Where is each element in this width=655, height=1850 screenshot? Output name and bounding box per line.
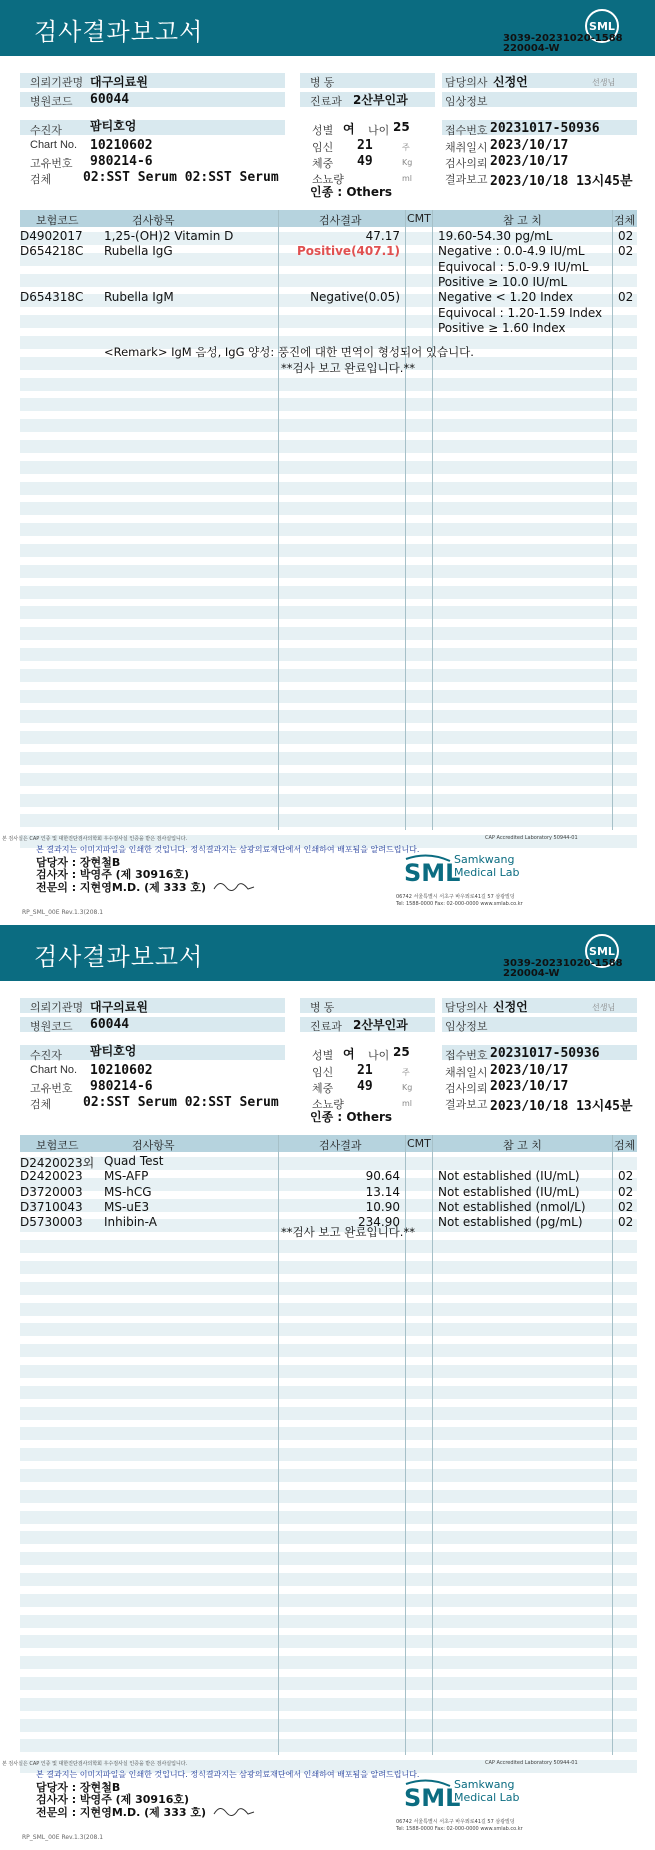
ml-unit: ml — [402, 174, 413, 183]
label-specimen: 검체 — [30, 174, 52, 186]
label-age: 나이 — [368, 1050, 390, 1062]
patient-name-value: 팜티호엉 — [90, 119, 137, 133]
completion-text: **검사 보고 완료입니다.** — [281, 361, 415, 375]
row-reference: Not established (IU/mL) — [438, 1184, 580, 1199]
ml-unit: ml — [402, 1099, 413, 1108]
table-stripe — [20, 1407, 637, 1420]
sml-footer-logo-icon — [404, 855, 461, 889]
footer-warning: 본 결과지는 이미지파일을 인쇄한 것입니다. 정식결과지는 삼광의료재단에서 인쇄하여 배포됨을 알려드립니다. — [36, 1770, 420, 1779]
table-stripe — [20, 461, 637, 474]
header-result: 검사결과 — [319, 1139, 362, 1152]
row-item: MS-hCG — [104, 1184, 152, 1199]
receipt-no-value: 20231017-50936 — [490, 121, 600, 136]
lab-name-2: Medical Lab — [454, 1791, 520, 1804]
row-item: 1,25-(OH)2 Vitamin D — [104, 229, 234, 243]
table-stripe — [20, 482, 637, 495]
specimen-value: 02:SST Serum 02:SST Serum — [83, 1095, 279, 1110]
row-code: D2420023 — [20, 1169, 83, 1184]
doctor-suffix: 선생님 — [592, 1003, 616, 1012]
lab-name-1: Samkwang — [454, 853, 515, 866]
row-specimen: 02 — [618, 1184, 634, 1199]
table-stripe — [20, 544, 637, 557]
row-item: Rubella IgG — [104, 244, 173, 259]
kg-unit: Kg — [402, 158, 413, 167]
pregnancy-value: 21 — [357, 1063, 373, 1078]
lab-address: 06742 서울특별시 서초구 바우뫼로41길 57 삼광빌딩 — [396, 894, 515, 900]
table-stripe — [20, 648, 637, 661]
race-value: 인종 : Others — [310, 1110, 393, 1124]
label-weight: 체중 — [312, 158, 334, 170]
table-stripe — [20, 586, 637, 599]
race-value: 인종 : Others — [310, 185, 393, 199]
table-stripe — [20, 710, 637, 723]
label-urine: 소뇨량 — [312, 1099, 344, 1111]
row-reference: Not established (IU/mL) — [438, 1169, 580, 1184]
row-result: Negative(0.05) — [310, 290, 400, 305]
row-result: 13.14 — [365, 1184, 400, 1199]
table-stripe — [20, 669, 637, 682]
sex-value: 여 — [343, 122, 355, 136]
table-stripe — [20, 1386, 637, 1399]
footer-cap: CAP Accredited Laboratory 50944-01 — [485, 1760, 578, 1766]
footer-examiner: 검사자 : 박영주 (제 30916호) — [36, 1793, 190, 1806]
table-header — [20, 1135, 637, 1152]
signature-icon — [212, 877, 256, 893]
label-chart-no: Chart No. — [30, 139, 78, 151]
label-sex: 성별 — [312, 1050, 334, 1062]
footer-manager: 담당자 : 장현철B — [36, 1781, 121, 1794]
result-table-page-1 — [20, 210, 637, 830]
label-collection-date: 채취일시 — [445, 1067, 488, 1079]
header-item: 검사항목 — [132, 214, 175, 227]
institution-value: 대구의료원 — [90, 75, 148, 89]
table-stripe — [20, 1635, 637, 1648]
row-reference: Not established (pg/mL) — [438, 1215, 583, 1230]
row-code: D3710043 — [20, 1199, 83, 1214]
table-stripe — [20, 1677, 637, 1690]
label-test-date: 검사의뢰 — [445, 1083, 488, 1095]
row-result: 234.90 — [358, 1215, 400, 1230]
report-date-value: 2023/10/18 13시45분 — [490, 1099, 633, 1114]
row-reference: Positive ≥ 1.60 Index — [438, 320, 566, 335]
receipt-no-value: 20231017-50936 — [490, 1046, 600, 1061]
header-ref: 참 고 치 — [503, 214, 542, 227]
report-number: 3039-20231020-1588 220004-W — [503, 33, 623, 54]
table-stripe — [20, 1365, 637, 1378]
row-specimen: 02 — [618, 229, 634, 243]
row-reference: Negative : 0.0-4.9 IU/mL — [438, 244, 585, 259]
label-pregnancy: 임신 — [312, 142, 334, 154]
row-code: D2420023외 — [20, 1156, 95, 1170]
patient-name-value: 팜티호엉 — [90, 1044, 137, 1058]
label-age: 나이 — [368, 125, 390, 137]
row-item: Quad Test — [104, 1154, 164, 1168]
signature-icon — [212, 1802, 256, 1818]
footer-cap: CAP Accredited Laboratory 50944-01 — [485, 835, 578, 841]
label-institution: 의뢰기관명 — [30, 1002, 84, 1014]
sml-footer-logo-icon — [404, 1780, 461, 1814]
row-reference: Not established (nmol/L) — [438, 1199, 586, 1214]
label-patient: 수진자 — [30, 1050, 62, 1062]
table-stripe — [20, 440, 637, 453]
footer-examiner: 검사자 : 박영주 (제 30916호) — [36, 868, 190, 881]
specimen-value: 02:SST Serum 02:SST Serum — [83, 170, 279, 185]
row-code: D5730003 — [20, 1215, 83, 1230]
footer-specialist: 전문의 : 지현영M.D. (제 333 호) — [36, 881, 207, 894]
sex-value: 여 — [343, 1047, 355, 1061]
label-department: 진료과 — [310, 96, 342, 108]
report-page-2 — [0, 925, 655, 1850]
table-stripe — [20, 773, 637, 786]
row-item: MS-uE3 — [104, 1199, 150, 1214]
table-stripe — [20, 690, 637, 703]
row-result: 10.90 — [365, 1199, 400, 1214]
table-stripe — [20, 1552, 637, 1565]
age-value: 25 — [393, 1045, 410, 1059]
row-specimen: 02 — [618, 244, 634, 259]
label-patient: 수진자 — [30, 125, 62, 137]
table-stripe — [20, 502, 637, 515]
table-stripe — [20, 1656, 637, 1669]
footer-warning: 본 결과지는 이미지파일을 인쇄한 것입니다. 정식결과지는 삼광의료재단에서 인쇄하여 배포됨을 알려드립니다. — [36, 845, 420, 854]
lab-name-1: Samkwang — [454, 1778, 515, 1791]
table-stripe — [20, 627, 637, 640]
svg-text:SML: SML — [404, 859, 461, 887]
footer-fine-print: 본 검사실은 CAP 인증 및 대한진단검사의학회 우수검사실 인증을 받은 검사실입니다. — [2, 836, 188, 842]
footer-fine-print: 본 검사실은 CAP 인증 및 대한진단검사의학회 우수검사실 인증을 받은 검사실입니다. — [2, 1761, 188, 1767]
table-stripe — [20, 398, 637, 411]
row-reference: 19.60-54.30 pg/mL — [438, 229, 553, 243]
header-code: 보험코드 — [36, 1139, 79, 1152]
revision-text: RP_SML_00E Rev.1.3(208.1 — [22, 1834, 104, 1841]
table-stripe — [20, 1427, 637, 1440]
footer-manager: 담당자 : 장현철B — [36, 856, 121, 869]
table-stripe — [20, 1261, 637, 1274]
weight-value: 49 — [357, 1079, 373, 1094]
row-code: D654318C — [20, 290, 84, 305]
row-reference: Equivocal : 5.0-9.9 IU/mL — [438, 259, 589, 274]
row-reference: Positive ≥ 10.0 IU/mL — [438, 274, 568, 289]
row-code: D4902017 — [20, 229, 83, 243]
row-item: Rubella IgM — [104, 290, 174, 305]
test-date-value: 2023/10/17 — [490, 1079, 569, 1094]
department-value: 2산부인과 — [353, 93, 408, 107]
report-title: 검사결과보고서 — [34, 943, 204, 971]
table-stripe — [20, 1719, 637, 1732]
label-receipt-no: 접수번호 — [445, 1050, 488, 1062]
table-stripe — [20, 1303, 637, 1316]
row-specimen: 02 — [618, 1199, 634, 1214]
label-clinical: 임상정보 — [445, 1021, 488, 1033]
revision-text: RP_SML_00E Rev.1.3(208.1 — [22, 909, 104, 916]
test-date-value: 2023/10/17 — [490, 154, 569, 169]
lab-address: 06742 서울특별시 서초구 바우뫼로41길 57 삼광빌딩 — [396, 1819, 515, 1825]
table-stripe — [20, 731, 637, 744]
chart-no-value: 10210602 — [90, 138, 153, 153]
table-stripe — [20, 814, 637, 827]
age-value: 25 — [393, 120, 410, 134]
week-unit: 주 — [402, 1068, 410, 1077]
row-code: D3720003 — [20, 1184, 83, 1199]
chart-no-value: 10210602 — [90, 1063, 153, 1078]
table-stripe — [20, 378, 637, 391]
row-specimen: 02 — [618, 1215, 634, 1230]
institution-value: 대구의료원 — [90, 1000, 148, 1014]
table-stripe — [20, 523, 637, 536]
row-reference: Negative < 1.20 Index — [438, 290, 574, 305]
table-stripe — [20, 419, 637, 432]
table-stripe — [20, 1282, 637, 1295]
label-report-date: 결과보고 — [445, 174, 488, 186]
table-stripe — [20, 1323, 637, 1336]
row-specimen: 02 — [618, 1169, 634, 1184]
row-result: 90.64 — [365, 1169, 400, 1184]
lab-phone: Tel: 1588-0000 Fax: 02-000-0000 www.smlab.co.kr — [396, 1826, 523, 1832]
table-stripe — [20, 1490, 637, 1503]
completion-text: **검사 보고 완료입니다.** — [281, 1225, 415, 1239]
doctor-value: 신정언 — [493, 1000, 528, 1014]
row-reference: Equivocal : 1.20-1.59 Index — [438, 305, 603, 320]
table-stripe — [20, 606, 637, 619]
label-unique-no: 고유번호 — [30, 1083, 73, 1095]
label-ward: 병 동 — [310, 1002, 335, 1014]
label-hospital-code: 병원코드 — [30, 1021, 73, 1033]
lab-phone: Tel: 1588-0000 Fax: 02-000-0000 www.smlab.co.kr — [396, 901, 523, 907]
header-code: 보험코드 — [36, 214, 79, 227]
header-spec: 검체 — [614, 1139, 636, 1152]
table-stripe — [20, 1469, 637, 1482]
kg-unit: Kg — [402, 1083, 413, 1092]
report-title: 검사결과보고서 — [34, 18, 204, 46]
label-test-date: 검사의뢰 — [445, 158, 488, 170]
table-stripe — [20, 1448, 637, 1461]
svg-text:SML: SML — [404, 1784, 461, 1812]
doctor-suffix: 선생님 — [592, 78, 616, 87]
label-doctor: 담당의사 — [445, 1002, 488, 1014]
hospital-code-value: 60044 — [90, 92, 130, 107]
footer-specialist: 전문의 : 지현영M.D. (제 333 호) — [36, 1806, 207, 1819]
pregnancy-value: 21 — [357, 138, 373, 153]
row-result: Positive(407.1) — [296, 244, 400, 259]
table-stripe — [20, 1511, 637, 1524]
header-result: 검사결과 — [319, 214, 362, 227]
svg-text:SML: SML — [589, 945, 615, 958]
label-collection-date: 채취일시 — [445, 142, 488, 154]
label-department: 진료과 — [310, 1021, 342, 1033]
table-stripe — [20, 1344, 637, 1357]
label-doctor: 담당의사 — [445, 77, 488, 89]
header-item: 검사항목 — [132, 1139, 175, 1152]
label-sex: 성별 — [312, 125, 334, 137]
result-table-page-2 — [20, 1135, 637, 1755]
table-stripe — [20, 1573, 637, 1586]
header-spec: 검체 — [614, 214, 636, 227]
table-stripe — [20, 1531, 637, 1544]
header-ref: 참 고 치 — [503, 1139, 542, 1152]
table-header — [20, 210, 637, 227]
unique-no-value: 980214-6 — [90, 1079, 153, 1094]
row-code: D654218C — [20, 244, 84, 259]
svg-text:SML: SML — [589, 20, 615, 33]
remark-text: <Remark> IgM 음성, IgG 양성: 풍진에 대한 면역이 형성되어 있습니다. — [104, 345, 474, 359]
label-weight: 체중 — [312, 1083, 334, 1095]
row-item: Inhibin-A — [104, 1215, 157, 1230]
report-number: 3039-20231020-1588 220004-W — [503, 958, 623, 979]
table-stripe — [20, 1615, 637, 1628]
table-stripe — [20, 752, 637, 765]
label-specimen: 검체 — [30, 1099, 52, 1111]
weight-value: 49 — [357, 154, 373, 169]
label-hospital-code: 병원코드 — [30, 96, 73, 108]
table-stripe — [20, 1698, 637, 1711]
label-clinical: 임상정보 — [445, 96, 488, 108]
label-urine: 소뇨량 — [312, 174, 344, 186]
week-unit: 주 — [402, 143, 410, 152]
header-cmt: CMT — [407, 212, 431, 225]
label-report-date: 결과보고 — [445, 1099, 488, 1111]
hospital-code-value: 60044 — [90, 1017, 130, 1032]
table-stripe — [20, 1739, 637, 1752]
label-institution: 의뢰기관명 — [30, 77, 84, 89]
header-cmt: CMT — [407, 1137, 431, 1150]
doctor-value: 신정언 — [493, 75, 528, 89]
label-chart-no: Chart No. — [30, 1064, 78, 1076]
label-pregnancy: 임신 — [312, 1067, 334, 1079]
table-stripe — [20, 565, 637, 578]
row-item: MS-AFP — [104, 1169, 149, 1184]
label-ward: 병 동 — [310, 77, 335, 89]
collection-date-value: 2023/10/17 — [490, 1063, 569, 1078]
report-date-value: 2023/10/18 13시45분 — [490, 174, 633, 189]
table-stripe — [20, 794, 637, 807]
collection-date-value: 2023/10/17 — [490, 138, 569, 153]
label-receipt-no: 접수번호 — [445, 125, 488, 137]
row-specimen: 02 — [618, 290, 634, 305]
row-result: 47.17 — [365, 229, 400, 243]
label-unique-no: 고유번호 — [30, 158, 73, 170]
table-stripe — [20, 1594, 637, 1607]
department-value: 2산부인과 — [353, 1018, 408, 1032]
table-stripe — [20, 1240, 637, 1253]
unique-no-value: 980214-6 — [90, 154, 153, 169]
lab-name-2: Medical Lab — [454, 866, 520, 879]
